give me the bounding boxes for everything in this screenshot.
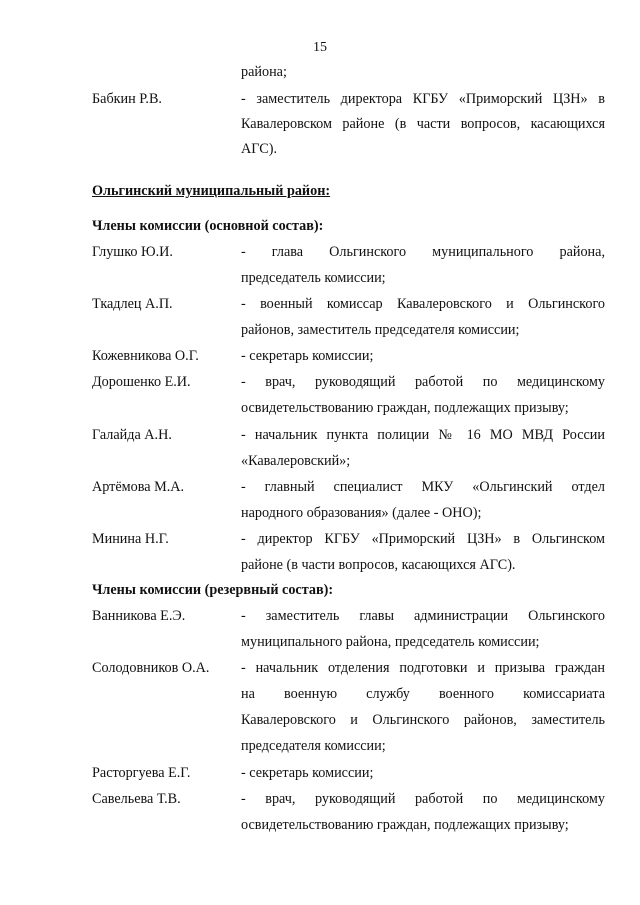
member-role-line: - начальник отделения подготовки и призыва граждан (241, 660, 605, 676)
member-name: Глушко Ю.И. (92, 244, 173, 260)
page-number: 15 (313, 40, 327, 55)
member-role-line: «Кавалеровский»; (241, 453, 351, 469)
member-role-line: - главный специалист МКУ «Ольгинский отдел (241, 479, 605, 495)
member-name: Галайда А.Н. (92, 427, 172, 443)
member-name: Дорошенко Е.И. (92, 374, 191, 390)
member-name: Ткадлец А.П. (92, 296, 173, 312)
member-role-line: Кавалеровском районе (в части вопросов, касающихся (241, 116, 605, 132)
member-role-line: муниципального района, председатель комиссии; (241, 634, 540, 650)
member-role-line: - глава Ольгинского муниципального района, (241, 244, 605, 260)
member-name: Ванникова Е.Э. (92, 608, 186, 624)
member-role-line: народного образования» (далее - ОНО); (241, 505, 482, 521)
member-role-line: - военный комиссар Кавалеровского и Ольгинского (241, 296, 605, 312)
member-role-line: районов, заместитель председателя комиссии; (241, 322, 520, 338)
member-name: Артёмова М.А. (92, 479, 185, 495)
member-name: Минина Н.Г. (92, 531, 169, 547)
member-role-line: - врач, руководящий работой по медицинскому (241, 374, 605, 390)
section-title: Ольгинский муниципальный район: (92, 183, 331, 199)
reserve-members-heading: Члены комиссии (резервный состав): (92, 582, 334, 598)
member-role-line: - секретарь комиссии; (241, 765, 374, 781)
member-role-line: - заместитель директора КГБУ «Приморский ЦЗН» в (241, 91, 605, 107)
member-role-line: - директор КГБУ «Приморский ЦЗН» в Ольгинском (241, 531, 605, 547)
member-role-line: - начальник пункта полиции № 16 МО МВД России (241, 427, 605, 443)
member-name: Солодовников О.А. (92, 660, 210, 676)
member-role-line: освидетельствованию граждан, подлежащих призыву; (241, 400, 569, 416)
member-role-line: на военную службу военного комиссариата (241, 686, 605, 702)
member-name: Бабкин Р.В. (92, 91, 162, 107)
member-role-line: председатель комиссии; (241, 270, 386, 286)
member-name: Кожевникова О.Г. (92, 348, 199, 364)
member-name: Расторгуева Е.Г. (92, 765, 191, 781)
member-role-line: - заместитель главы администрации Ольгинского (241, 608, 605, 624)
member-role-line: районе (в части вопросов, касающихся АГС). (241, 557, 516, 573)
member-role-line: председателя комиссии; (241, 738, 386, 754)
member-role-line: Кавалеровского и Ольгинского районов, заместитель (241, 712, 605, 728)
member-name: Савельева Т.В. (92, 791, 181, 807)
member-role-line: АГС). (241, 141, 277, 157)
member-role-line: - врач, руководящий работой по медицинскому (241, 791, 605, 807)
member-role-line: - секретарь комиссии; (241, 348, 374, 364)
main-members-heading: Члены комиссии (основной состав): (92, 218, 324, 234)
member-role-line: освидетельствованию граждан, подлежащих призыву; (241, 817, 569, 833)
continuation-line: района; (241, 64, 287, 80)
